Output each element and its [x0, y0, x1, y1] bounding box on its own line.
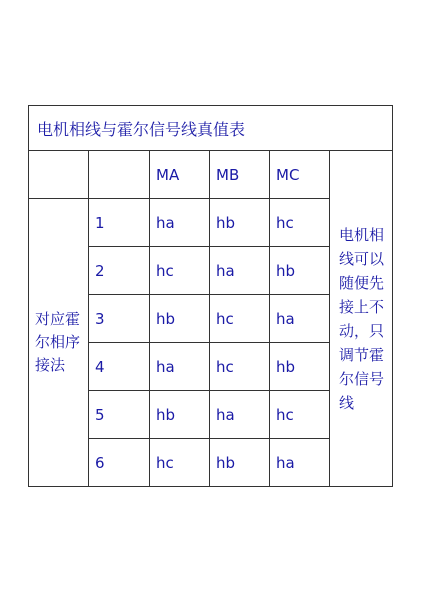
mb-cell: hb — [210, 199, 270, 247]
row-index-cell: 2 — [89, 247, 150, 295]
side-label-cell — [29, 199, 89, 487]
ma-cell: ha — [150, 343, 210, 391]
header-empty-cell-1 — [29, 151, 89, 199]
header-ma: MA — [150, 151, 210, 199]
title-row — [29, 106, 393, 151]
note-cell — [330, 151, 393, 487]
mb-cell: hc — [210, 343, 270, 391]
mb-cell: ha — [210, 391, 270, 439]
row-index-cell: 6 — [89, 439, 150, 487]
row-index-cell: 4 — [89, 343, 150, 391]
note-line: 接上不 — [339, 297, 385, 316]
note-line: 随便先 — [339, 273, 385, 292]
side-label-line: 接法 — [35, 356, 66, 375]
side-label-line: 尔相序 — [35, 332, 81, 351]
ma-cell: hc — [150, 247, 210, 295]
note-line: 调节霍 — [339, 345, 385, 364]
note-line: 电机相 — [339, 225, 385, 244]
mc-cell: hc — [270, 391, 330, 439]
header-row — [29, 151, 393, 199]
row-index-cell: 1 — [89, 199, 150, 247]
truth-table — [28, 105, 393, 487]
note-line: 线可以 — [339, 249, 385, 268]
note-line: 动，只 — [339, 321, 385, 340]
mb-cell: ha — [210, 247, 270, 295]
mc-cell: hc — [270, 199, 330, 247]
ma-cell: hb — [150, 391, 210, 439]
mb-cell: hc — [210, 295, 270, 343]
ma-cell: hc — [150, 439, 210, 487]
header-mc: MC — [270, 151, 330, 199]
header-empty-cell-2 — [89, 151, 150, 199]
mb-cell: hb — [210, 439, 270, 487]
mc-cell: hb — [270, 247, 330, 295]
row-index-cell: 3 — [89, 295, 150, 343]
ma-cell: ha — [150, 199, 210, 247]
mc-cell: hb — [270, 343, 330, 391]
row-index-cell: 5 — [89, 391, 150, 439]
note-line: 线 — [339, 393, 355, 412]
table-title: 电机相线与霍尔信号线真值表 — [29, 106, 393, 151]
header-mb: MB — [210, 151, 270, 199]
mc-cell: ha — [270, 439, 330, 487]
side-label-line: 对应霍 — [35, 309, 81, 328]
mc-cell: ha — [270, 295, 330, 343]
ma-cell: hb — [150, 295, 210, 343]
note-line: 尔信号 — [339, 369, 385, 388]
